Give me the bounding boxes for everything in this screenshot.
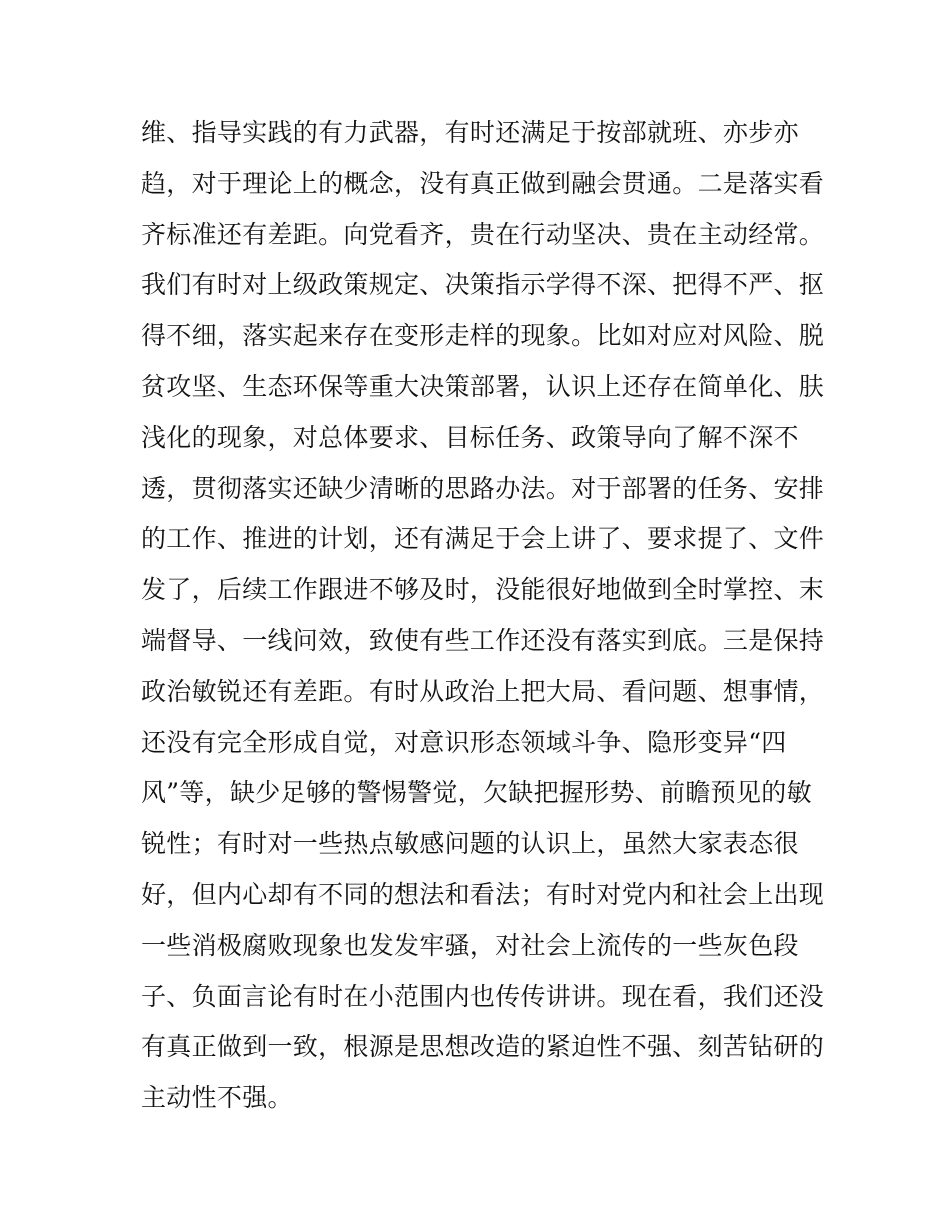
text-line-8: 透，贯彻落实还缺少清晰的思路办法。对于部署的任务、安排	[141, 473, 825, 503]
text-line-3: 齐标准还有差距。向党看齐，贵在行动坚决、贵在主动经常。	[141, 219, 825, 249]
body-paragraph	[141, 108, 825, 1124]
text-line-15: 锐性；有时对一些热点敏感问题的认识上，虽然大家表态很	[141, 829, 799, 859]
text-line-9: 的工作、推进的计划，还有满足于会上讲了、要求提了、文件	[141, 524, 825, 554]
text-line-11: 端督导、一线问效，致使有些工作还没有落实到底。三是保持	[141, 625, 825, 655]
text-line-19: 有真正做到一致，根源是思想改造的紧迫性不强、刻苦钻研的	[141, 1032, 825, 1062]
text-line-16: 好，但内心却有不同的想法和看法；有时对党内和社会上出现	[141, 879, 825, 909]
text-line-1: 维、指导实践的有力武器，有时还满足于按部就班、亦步亦	[141, 118, 799, 147]
text-line-4: 我们有时对上级政策规定、决策指示学得不深、把得不严、抠	[141, 270, 825, 300]
text-line-18: 子、负面言论有时在小范围内也传传讲讲。现在看，我们还没	[141, 981, 825, 1011]
text-line-6: 贫攻坚、生态环保等重大决策部署，认识上还存在简单化、肤	[141, 371, 825, 401]
text-line-13: 还没有完全形成自觉，对意识形态领域斗争、隐形变异“四	[141, 727, 787, 757]
text-line-2: 趋，对于理论上的概念，没有真正做到融会贯通。二是落实看	[141, 168, 825, 198]
text-line-5: 得不细，落实起来存在变形走样的现象。比如对应对风险、脱	[141, 321, 825, 351]
text-line-20: 主动性不强。	[141, 1083, 293, 1113]
text-line-14: 风”等，缺少足够的警惕警觉，欠缺把握形势、前瞻预见的敏	[141, 778, 812, 808]
text-line-17: 一些消极腐败现象也发发牢骚，对社会上流传的一些灰色段	[141, 930, 799, 960]
text-line-12: 政治敏锐还有差距。有时从政治上把大局、看问题、想事情，	[141, 676, 825, 706]
text-line-10: 发了，后续工作跟进不够及时，没能很好地做到全时掌控、末	[141, 575, 825, 605]
text-line-7: 浅化的现象，对总体要求、目标任务、政策导向了解不深不	[141, 422, 799, 452]
